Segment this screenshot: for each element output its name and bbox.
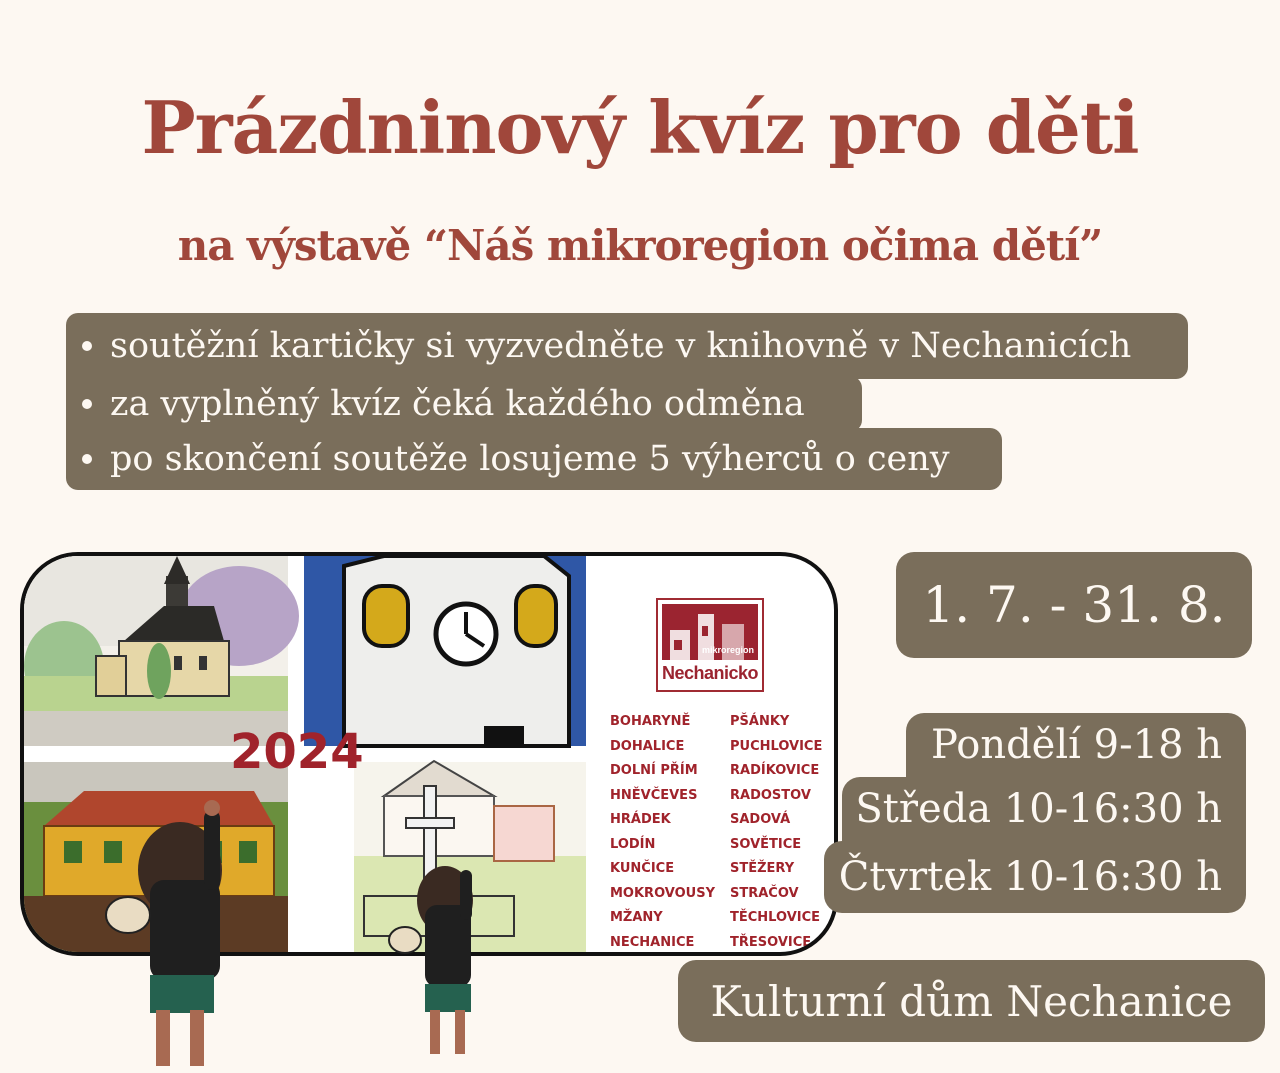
exhibition-poster-image bbox=[20, 552, 838, 956]
list-item: NECHANICE bbox=[610, 934, 695, 950]
list-item: TŘESOVICE bbox=[730, 934, 812, 950]
list-item: SADOVÁ bbox=[730, 812, 791, 827]
list-item: BOHARYNĚ bbox=[610, 714, 691, 729]
bullet-item: po skončení soutěže losujeme 5 výherců o ceny bbox=[66, 428, 1002, 490]
village-list-right bbox=[730, 710, 822, 955]
list-item: RADOSTOV bbox=[730, 787, 811, 803]
bullet-item: soutěžní kartičky si vyzvedněte v knihovně v Nechanicích bbox=[66, 313, 1188, 379]
venue-label: Kulturní dům Nechanice bbox=[678, 960, 1265, 1042]
list-item: PUCHLOVICE bbox=[730, 738, 823, 754]
list-item: STĚŽERY bbox=[730, 861, 795, 876]
date-range-badge: 1. 7. - 31. 8. bbox=[896, 552, 1252, 658]
logo-small-text: mikroregion bbox=[701, 645, 754, 655]
list-item: MOKROVOUSY bbox=[610, 885, 715, 901]
list-item: RADÍKOVICE bbox=[730, 763, 820, 778]
list-item: SOVĚTICE bbox=[730, 836, 802, 852]
opening-hours-monday: Pondělí 9-18 h bbox=[906, 713, 1246, 777]
poster-title: Prázdninový kvíz pro děti bbox=[141, 85, 1139, 170]
year-label: 2024 bbox=[230, 724, 364, 780]
list-item: HRÁDEK bbox=[610, 812, 671, 827]
list-item: HNĚVČEVES bbox=[610, 787, 698, 803]
village-list-left bbox=[610, 710, 715, 955]
list-item: DOHALICE bbox=[610, 738, 685, 754]
list-item: STRAČOV bbox=[730, 885, 799, 901]
list-item: TĚCHLOVICE bbox=[730, 910, 821, 925]
list-item: PŠÁNKY bbox=[730, 714, 790, 729]
list-item: MŽANY bbox=[610, 910, 663, 925]
list-item: DOLNÍ PŘÍM bbox=[610, 763, 698, 778]
bullet-item: za vyplněný kvíz čeká každého odměna bbox=[66, 376, 862, 432]
poster-subtitle: na výstavě “Náš mikroregion očima dětí” bbox=[177, 221, 1103, 270]
list-item: LODÍN bbox=[610, 836, 656, 852]
logo-name: Nechanicko bbox=[661, 663, 759, 683]
opening-hours-thursday: Čtvrtek 10-16:30 h bbox=[824, 841, 1246, 913]
list-item: KUNČICE bbox=[610, 861, 675, 876]
opening-hours-wednesday: Středa 10-16:30 h bbox=[842, 777, 1246, 841]
mikroregion-logo bbox=[656, 598, 764, 692]
